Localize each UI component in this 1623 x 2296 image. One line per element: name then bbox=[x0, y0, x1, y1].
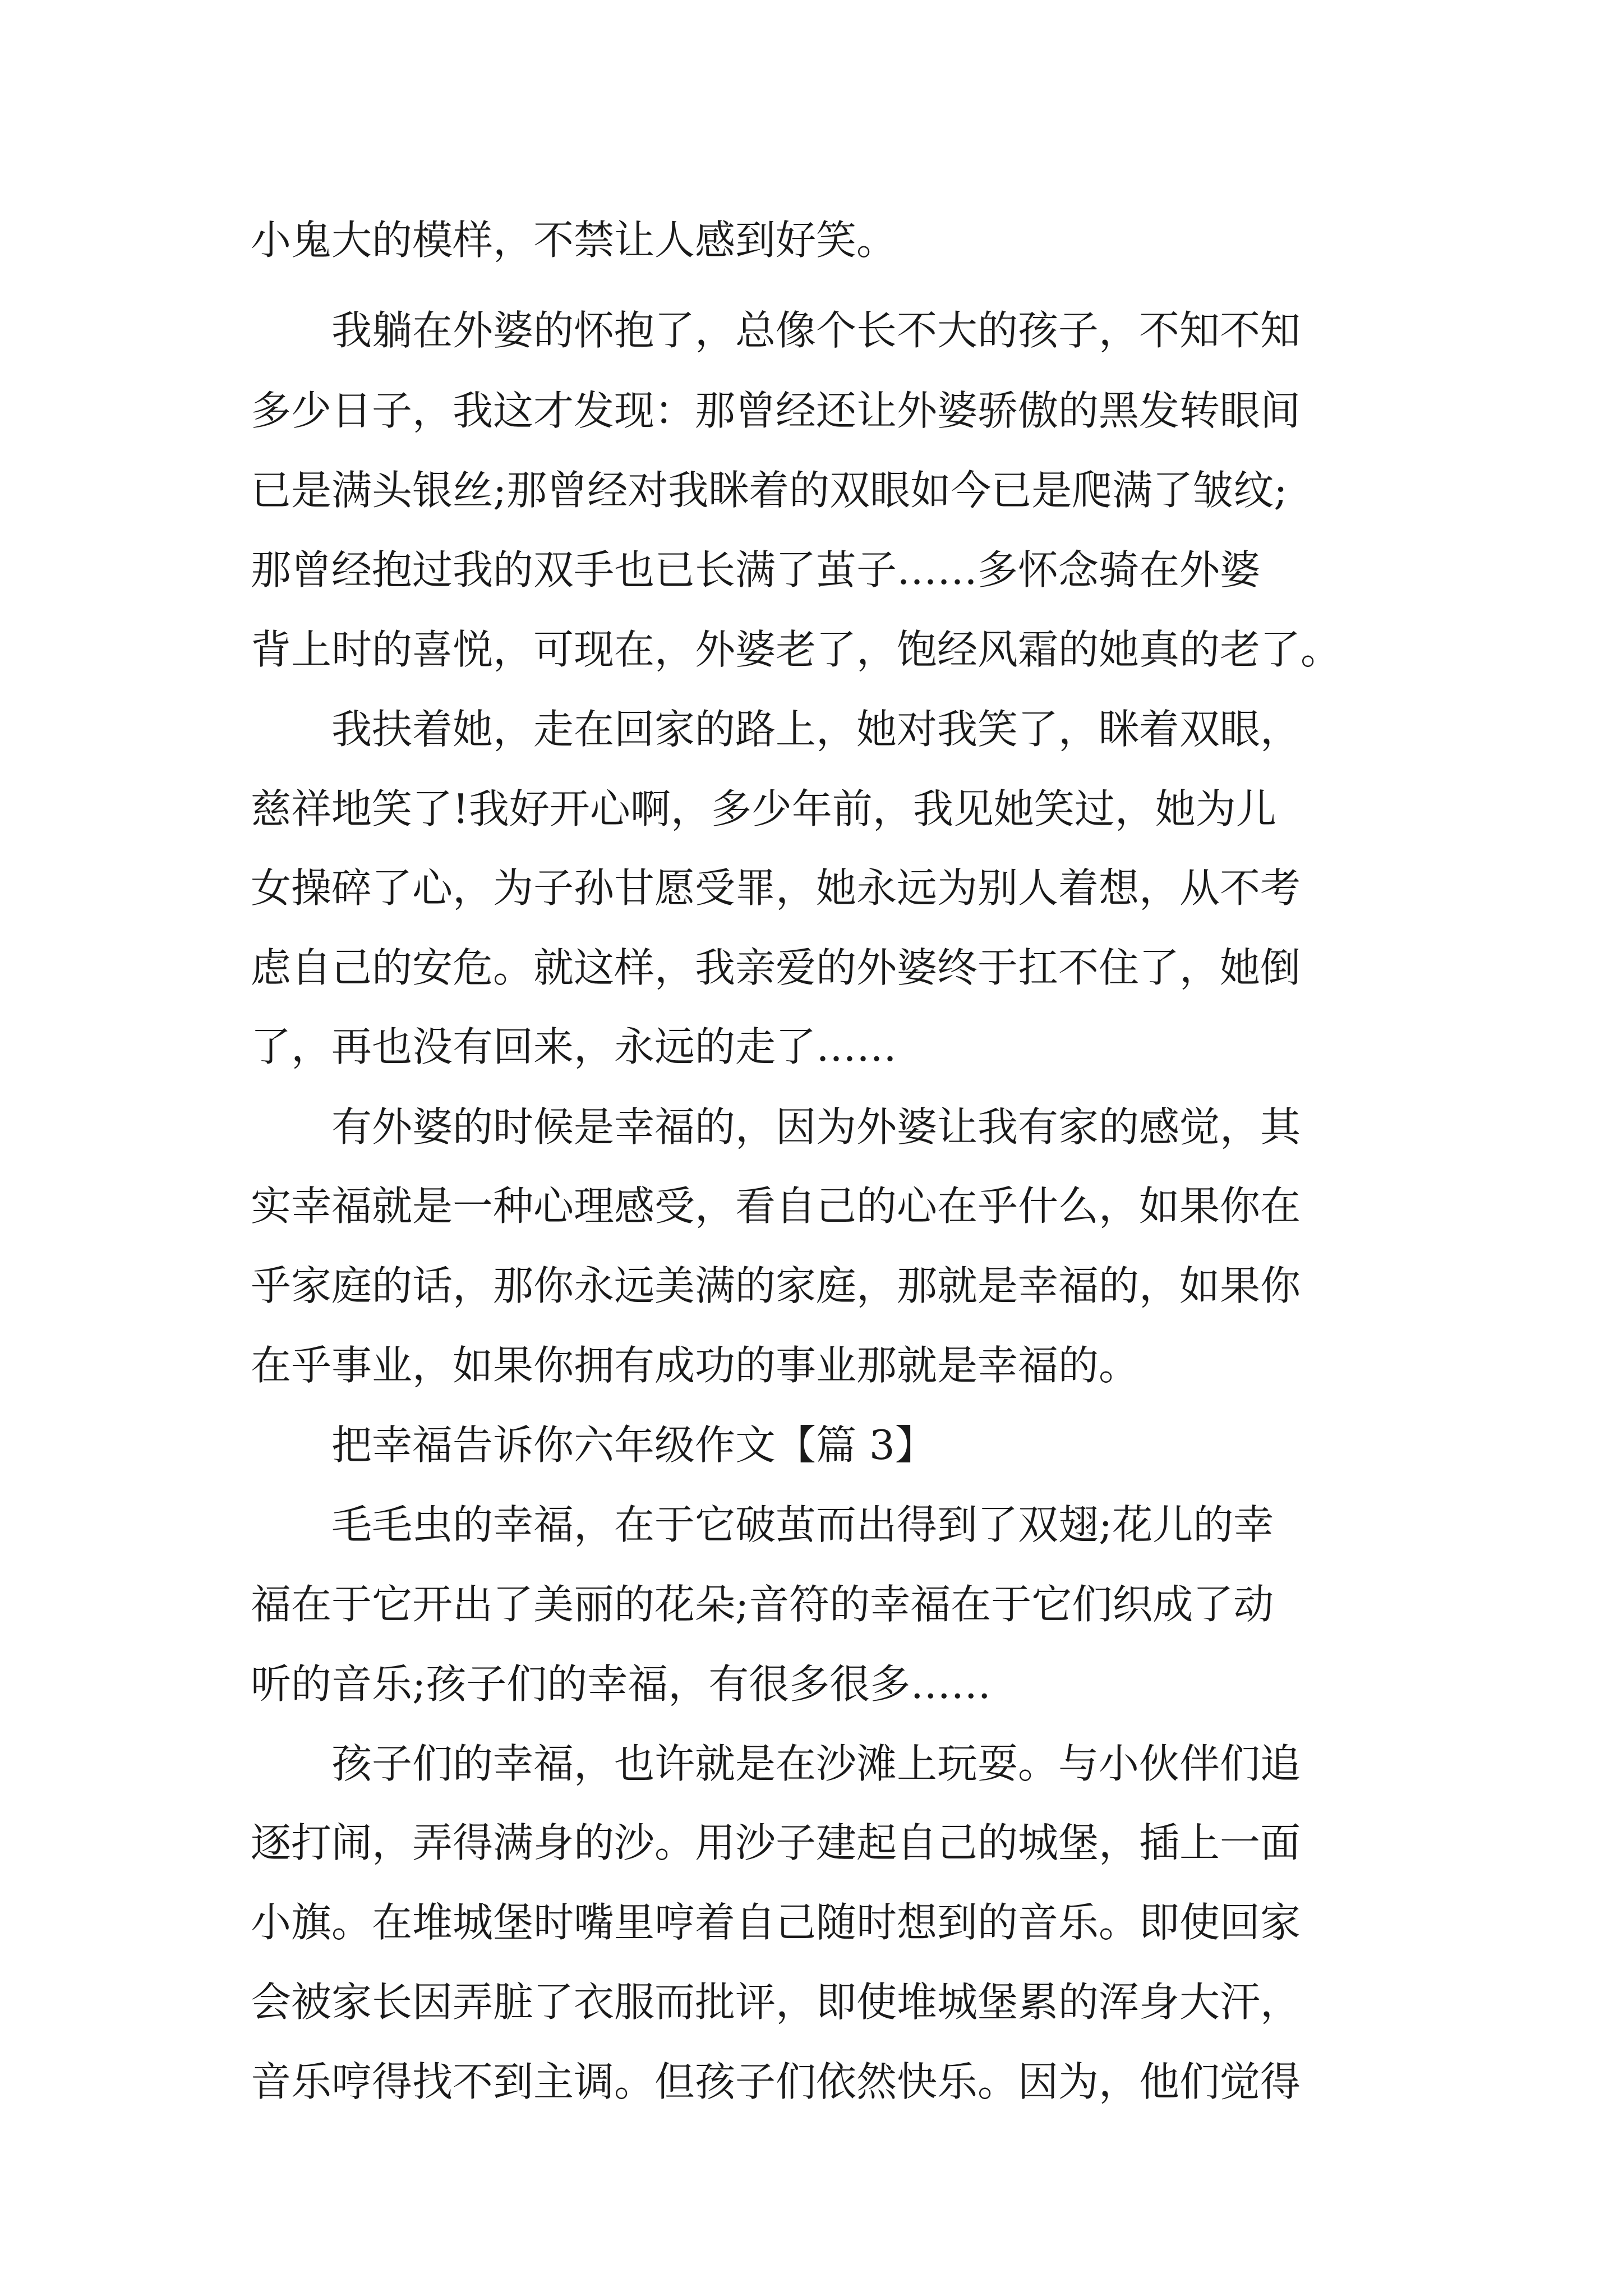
text-line: 在乎事业，如果你拥有成功的事业那就是幸福的。 bbox=[251, 1342, 1140, 1389]
text-line: 小旗。在堆城堡时嘴里哼着自己随时想到的音乐。即使回家 bbox=[251, 1899, 1301, 1946]
text-line: 乎家庭的话，那你永远美满的家庭，那就是幸福的，如果你 bbox=[251, 1262, 1301, 1309]
text-line: 了，再也没有回来，永远的走了…… bbox=[251, 1023, 897, 1070]
text-line: 孩子们的幸福，也许就是在沙滩上玩耍。与小伙伴们追 bbox=[251, 1740, 1301, 1787]
text-line: 已是满头银丝;那曾经对我眯着的双眼如今已是爬满了皱纹; bbox=[251, 467, 1288, 514]
text-line: 我扶着她，走在回家的路上，她对我笑了，眯着双眼， bbox=[251, 706, 1301, 753]
text-line: 逐打闹，弄得满身的沙。用沙子建起自己的城堡，插上一面 bbox=[251, 1819, 1301, 1866]
text-line: 毛毛虫的幸福，在于它破茧而出得到了双翅;花儿的幸 bbox=[251, 1501, 1274, 1548]
text-line: 虑自己的安危。就这样，我亲爱的外婆终于扛不住了，她倒 bbox=[251, 944, 1301, 991]
text-line: 女操碎了心，为子孙甘愿受罪，她永远为别人着想，从不考 bbox=[251, 864, 1301, 912]
text-line: 慈祥地笑了!我好开心啊，多少年前，我见她笑过，她为儿 bbox=[251, 785, 1276, 832]
section-heading: 把幸福告诉你六年级作文【篇 3】 bbox=[251, 1421, 935, 1469]
text-line: 小鬼大的模样，不禁让人感到好笑。 bbox=[251, 217, 897, 264]
text-line: 我躺在外婆的怀抱了，总像个长不大的孩子，不知不知 bbox=[251, 307, 1301, 354]
text-line: 实幸福就是一种心理感受，看自己的心在乎什么，如果你在 bbox=[251, 1182, 1301, 1230]
text-line: 那曾经抱过我的双手也已长满了茧子……多怀念骑在外婆 bbox=[251, 546, 1261, 593]
text-line: 福在于它开出了美丽的花朵;音符的幸福在于它们织成了动 bbox=[251, 1581, 1274, 1628]
text-line: 音乐哼得找不到主调。但孩子们依然快乐。因为，他们觉得 bbox=[251, 2058, 1301, 2105]
text-line: 有外婆的时候是幸福的，因为外婆让我有家的感觉，其 bbox=[251, 1103, 1301, 1151]
text-line: 多少日子，我这才发现：那曾经还让外婆骄傲的黑发转眼间 bbox=[251, 387, 1301, 434]
text-line: 背上时的喜悦，可现在，外婆老了，饱经风霜的她真的老了。 bbox=[251, 626, 1341, 673]
text-line: 听的音乐;孩子们的幸福，有很多很多…… bbox=[251, 1660, 992, 1708]
text-line: 会被家长因弄脏了衣服而批评，即使堆城堡累的浑身大汗， bbox=[251, 1978, 1301, 2026]
